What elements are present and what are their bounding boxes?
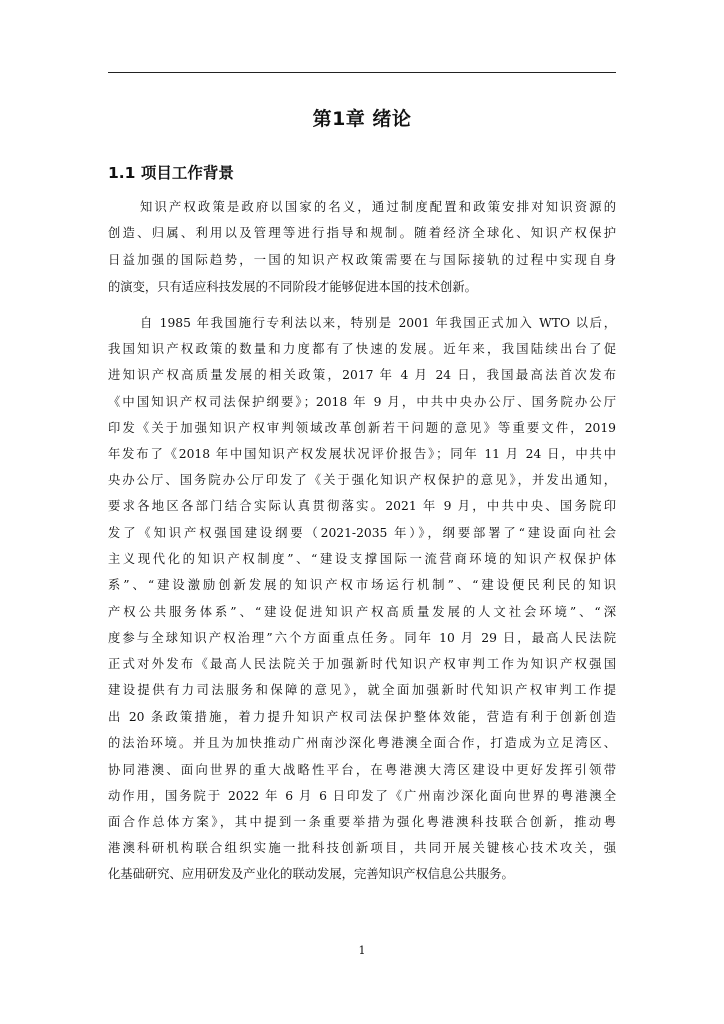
chapter-title: 第1章 绪论 bbox=[312, 108, 412, 130]
body-text-line: 日益加强的国际趋势，一国的知识产权政策需要在与国际接轨的过程中实现自身 bbox=[108, 253, 616, 267]
body-text-line: 的法治环境。并且为加快推动广州南沙深化粤港澳全面合作，打造成为立足湾区、 bbox=[108, 736, 616, 750]
body-text-line: 自 1985 年我国施行专利法以来，特别是 2001 年我国正式加入 WTO 以后， bbox=[140, 316, 616, 330]
body-text-line: 主义现代化的知识产权制度”、“建设支撑国际一流营商环境的知识产权保护体 bbox=[108, 552, 616, 566]
body-text-line: 正式对外发布《最高人民法院关于加强新时代知识产权审判工作为知识产权强国 bbox=[108, 657, 616, 671]
header-rule bbox=[108, 72, 616, 73]
body-text-line: 年发布了《2018 年中国知识产权发展状况评价报告》；同年 11 月 24 日，中共中 bbox=[108, 447, 616, 461]
body-text-line: 面合作总体方案》，其中提到一条重要举措为强化粤港澳科技联合创新，推动粤 bbox=[108, 815, 616, 829]
body-text-line: 系”、“建设激励创新发展的知识产权市场运行机制”、“建设便民利民的知识 bbox=[108, 578, 616, 592]
body-text-line: 要求各地区各部门结合实际认真贯彻落实。2021 年 9 月，中共中央、国务院印 bbox=[108, 499, 616, 513]
body-text-line: 港澳科研机构联合组织实施一批科技创新项目，共同开展关键核心技术攻关，强 bbox=[108, 841, 616, 855]
body-text-line: 化基础研究、应用研发及产业化的联动发展，完善知识产权信息公共服务。 bbox=[108, 867, 514, 881]
body-text-line: 发了《知识产权强国建设纲要（2021-2035 年）》，纲要部署了“建设面向社会 bbox=[108, 526, 616, 540]
page-number: 1 bbox=[358, 944, 366, 957]
body-text-line: 印发《关于加强知识产权审判领域改革创新若干问题的意见》等重要文件，2019 bbox=[108, 421, 616, 435]
body-text-line: 协同港澳、面向世界的重大战略性平台，在粤港澳大湾区建设中更好发挥引领带 bbox=[108, 763, 616, 777]
body-text-line: 央办公厅、国务院办公厅印发了《关于强化知识产权保护的意见》，并发出通知， bbox=[108, 473, 616, 487]
body-text-line: 的演变，只有适应科技发展的不同阶段才能够促进本国的技术创新。 bbox=[108, 280, 477, 294]
body-text-line: 进知识产权高质量发展的相关政策，2017 年 4 月 24 日，我国最高法首次发布 bbox=[108, 368, 616, 382]
body-text-line: 出 20 条政策措施，着力提升知识产权司法保护整体效能，营造有利于创新创造 bbox=[108, 710, 616, 724]
body-text-line: 建设提供有力司法服务和保障的意见》，就全面加强新时代知识产权审判工作提 bbox=[108, 683, 616, 697]
body-text-line: 度参与全球知识产权治理”六个方面重点任务。同年 10 月 29 日，最高人民法院 bbox=[108, 631, 616, 645]
body-text-line: 产权公共服务体系”、“建设促进知识产权高质量发展的人文社会环境”、“深 bbox=[108, 605, 616, 619]
body-text-line: 《中国知识产权司法保护纲要》；2018 年 9 月，中共中央办公厅、国务院办公厅 bbox=[108, 395, 616, 409]
body-text-line: 我国知识产权政策的数量和力度都有了快速的发展。近年来，我国陆续出台了促 bbox=[108, 342, 616, 356]
section-title: 1.1 项目工作背景 bbox=[108, 164, 234, 182]
body-text-line: 动作用，国务院于 2022 年 6 月 6 日印发了《广州南沙深化面向世界的粤港澳全 bbox=[108, 789, 616, 803]
body-text-line: 知识产权政策是政府以国家的名义，通过制度配置和政策安排对知识资源的 bbox=[140, 200, 616, 214]
body-text-line: 创造、归属、利用以及管理等进行指导和规制。随着经济全球化、知识产权保护 bbox=[108, 226, 616, 240]
